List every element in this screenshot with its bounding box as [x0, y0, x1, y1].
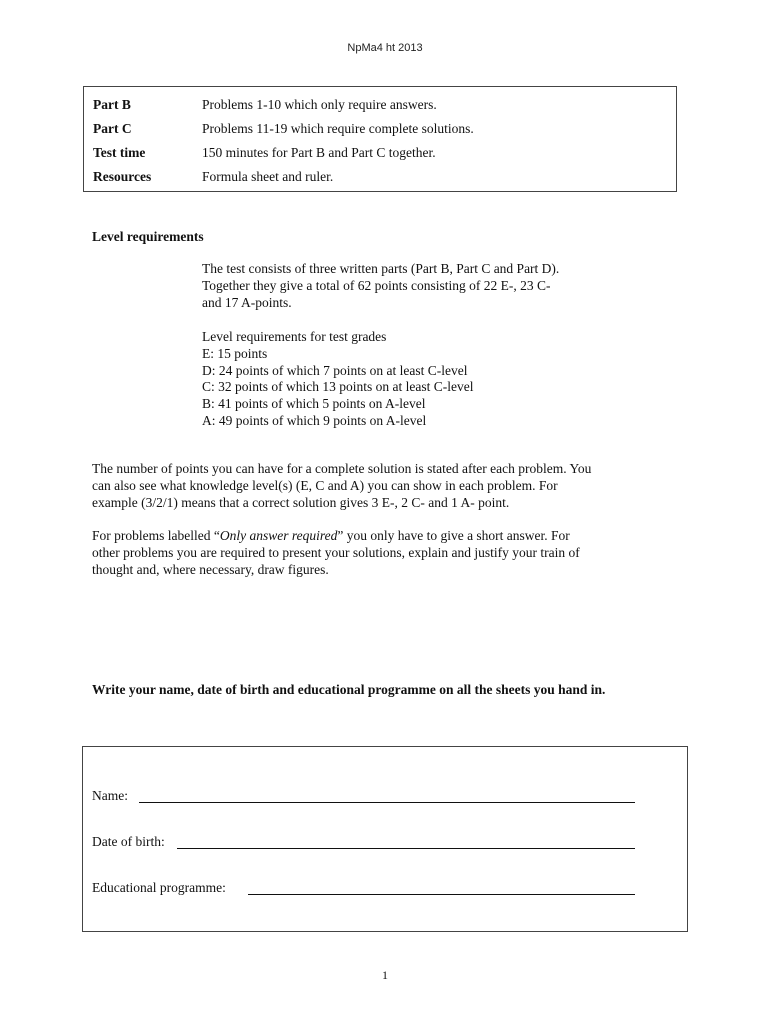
date-of-birth-field[interactable] — [92, 834, 165, 850]
grade-requirements-list — [202, 329, 622, 430]
answer-instructions-paragraph — [92, 528, 682, 578]
date-of-birth-label: Date of birth: — [92, 834, 165, 849]
test-info-table — [83, 86, 677, 192]
paragraph-line — [92, 528, 682, 545]
paragraph-line: can also see what knowledge level(s) (E, C and A) you can show in each problem. For — [92, 477, 558, 493]
info-value: 150 minutes for Part B and Part C together. — [202, 145, 436, 160]
name-underline[interactable] — [139, 802, 635, 803]
info-value: Problems 1-10 which only require answers. — [202, 97, 437, 112]
name-label: Name: — [92, 788, 128, 803]
paragraph-line: other problems you are required to present your solutions, explain and justify your train of — [92, 544, 580, 560]
grade-item-c: C: 32 points of which 13 points on at least C-level — [202, 379, 474, 395]
educational-programme-underline[interactable] — [248, 894, 635, 895]
grade-list-title: Level requirements for test grades — [202, 329, 387, 344]
personal-details-box — [82, 746, 688, 932]
info-label: Test time — [93, 145, 146, 160]
paragraph-line: and 17 A-points. — [202, 294, 292, 310]
grade-item-b: B: 41 points of which 5 points on A-level — [202, 396, 426, 412]
info-label: Part B — [93, 97, 131, 112]
date-of-birth-underline[interactable] — [177, 848, 635, 849]
educational-programme-label: Educational programme: — [92, 880, 226, 895]
paragraph-line: The number of points you can have for a complete solution is stated after each problem. You — [92, 461, 592, 476]
name-field[interactable] — [92, 788, 128, 804]
grade-item-a: A: 49 points of which 9 points on A-level — [202, 412, 427, 428]
paragraph-line: thought and, where necessary, draw figures. — [92, 561, 329, 577]
info-label: Part C — [93, 121, 132, 136]
info-label: Resources — [93, 169, 152, 184]
test-structure-paragraph — [202, 261, 622, 311]
info-value: Formula sheet and ruler. — [202, 169, 334, 184]
paragraph-line: Together they give a total of 62 points consisting of 22 E-, 23 C- — [202, 277, 551, 293]
points-paragraph — [92, 461, 682, 511]
level-requirements-heading: Level requirements — [92, 229, 204, 244]
grade-item-e: E: 15 points — [202, 345, 268, 361]
page-number: 1 — [382, 968, 388, 982]
text-segment: ” you only have to give a short answer. For — [337, 528, 570, 543]
info-value: Problems 11-19 which require complete solutions. — [202, 121, 474, 136]
text-segment: For problems labelled “ — [92, 528, 220, 543]
page-header: NpMa4 ht 2013 — [347, 42, 423, 54]
grade-item-d: D: 24 points of which 7 points on at least C-level — [202, 362, 468, 378]
educational-programme-field[interactable] — [92, 880, 226, 896]
italic-phrase: Only answer required — [219, 528, 338, 543]
paragraph-line: The test consists of three written parts (Part B, Part C and Part D). — [202, 261, 560, 276]
paragraph-line: example (3/2/1) means that a correct solution gives 3 E-, 2 C- and 1 A- point. — [92, 494, 510, 510]
sheet-instruction: Write your name, date of birth and educational programme on all the sheets you hand in. — [92, 682, 606, 697]
